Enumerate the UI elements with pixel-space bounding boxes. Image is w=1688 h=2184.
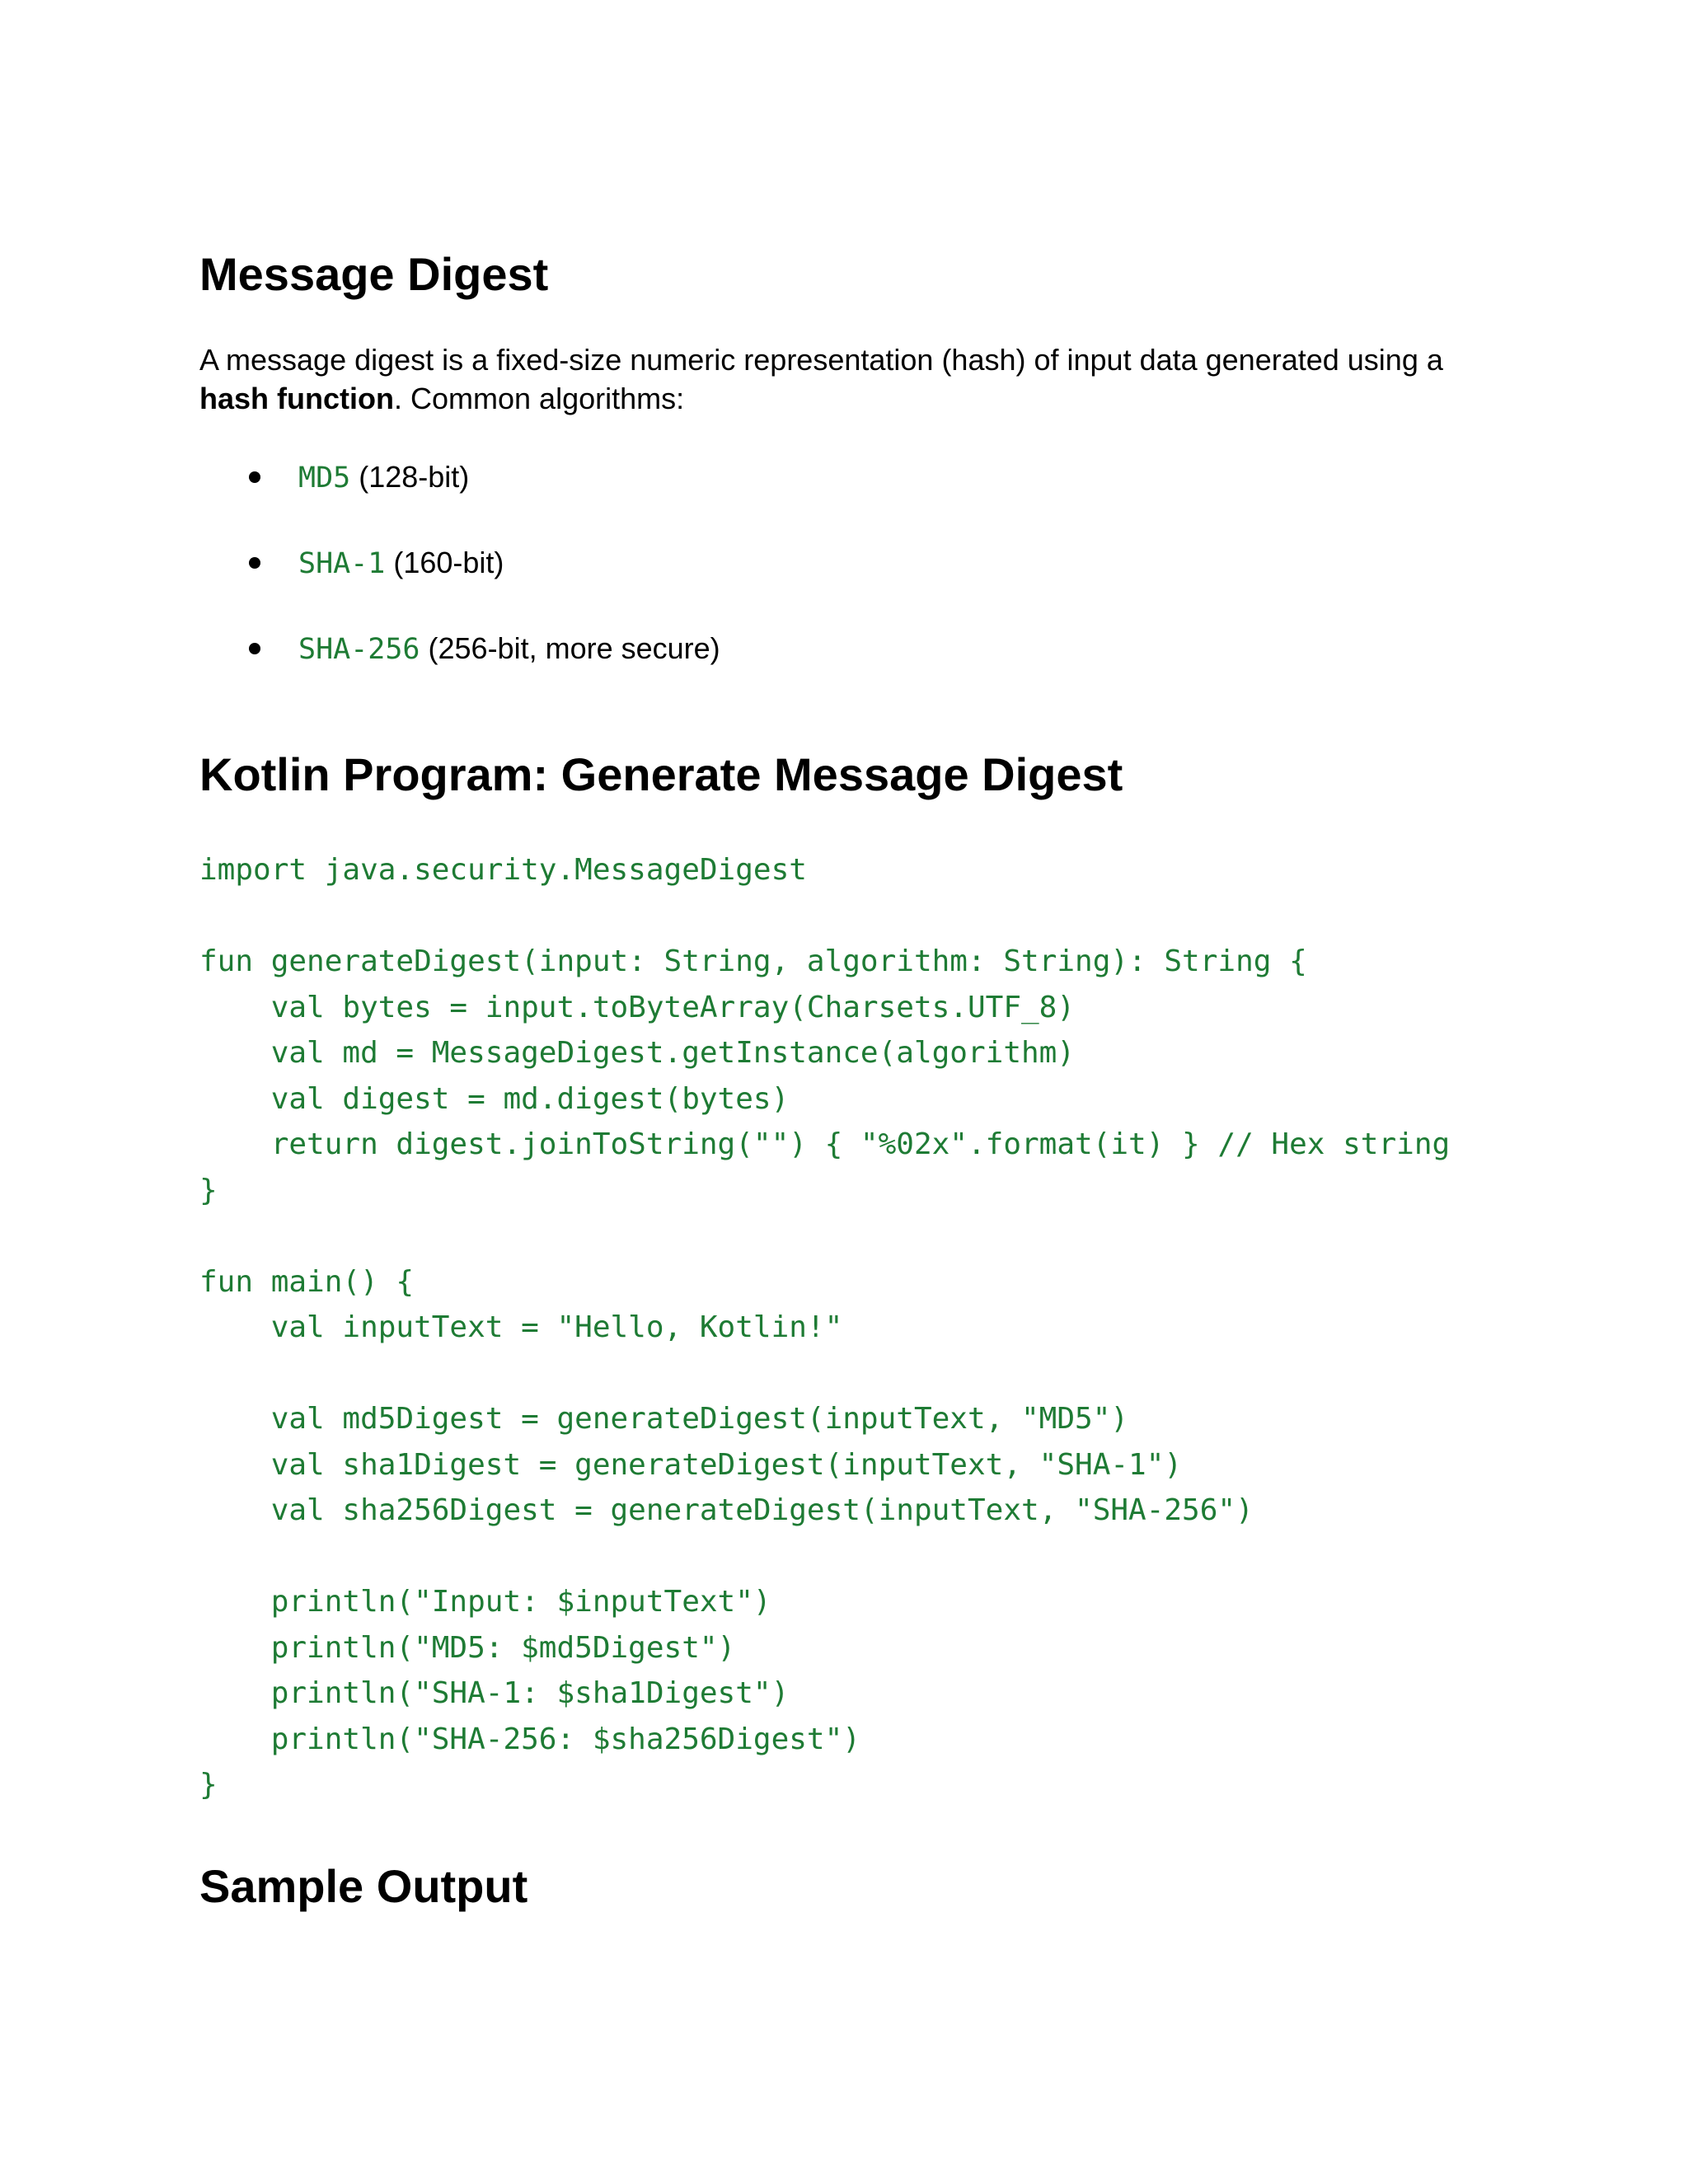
code-line: val sha256Digest = generateDigest(inputText, "SHA-256") [199,1493,1254,1527]
list-item-content [298,457,469,498]
code-line: val digest = md.digest(bytes) [199,1081,790,1116]
algorithm-name: SHA-1 [298,547,386,580]
heading-sample-output: Sample Output [199,1860,528,1912]
code-line: } [199,1173,218,1207]
algorithm-detail: (160-bit) [385,546,504,579]
code-line: println("SHA-1: $sha1Digest") [199,1676,790,1710]
code-block [199,847,1450,1808]
code-line [199,1534,1450,1580]
code-line: println("Input: $inputText") [199,1585,771,1619]
code-line: val bytes = input.toByteArray(Charsets.UTF_8) [199,990,1076,1024]
code-line: return digest.joinToString("") { "%02x".format(it) } // Hex string [199,1127,1451,1161]
list-item-content [298,629,720,669]
algorithm-detail: (256-bit, more secure) [420,631,720,665]
code-line: fun generateDigest(input: String, algorithm: String): String { [199,944,1307,978]
code-line: println("MD5: $md5Digest") [199,1630,736,1665]
code-line [199,1213,1450,1259]
algorithm-detail: (128-bit) [350,460,470,494]
bullet-dot-icon [249,557,260,569]
code-line: val sha1Digest = generateDigest(inputText, "SHA-1") [199,1447,1183,1482]
heading-message-digest: Message Digest [199,248,549,300]
algorithm-name: MD5 [298,462,351,494]
algorithm-name: SHA-256 [298,633,420,666]
code-line [199,893,1450,940]
code-line: } [199,1768,218,1802]
intro-paragraph [199,340,1518,418]
intro-text-before: A message digest is a fixed-size numeric representation (hash) of input data generated using a [199,343,1443,377]
list-item-content [298,543,504,583]
bullet-dot-icon [249,643,260,654]
heading-kotlin-program: Kotlin Program: Generate Message Digest [199,748,1123,800]
bullet-dot-icon [249,471,260,483]
code-line: val md = MessageDigest.getInstance(algorithm) [199,1036,1076,1070]
intro-text-after: . Common algorithms: [394,382,685,415]
code-line: import java.security.MessageDigest [199,853,807,887]
intro-bold-term: hash function [199,382,394,415]
code-line: val inputText = "Hello, Kotlin!" [199,1310,843,1344]
code-line: println("SHA-256: $sha256Digest") [199,1722,860,1756]
code-line [199,1351,1450,1397]
code-line: fun main() { [199,1264,415,1299]
code-line: val md5Digest = generateDigest(inputText, "MD5") [199,1402,1129,1436]
